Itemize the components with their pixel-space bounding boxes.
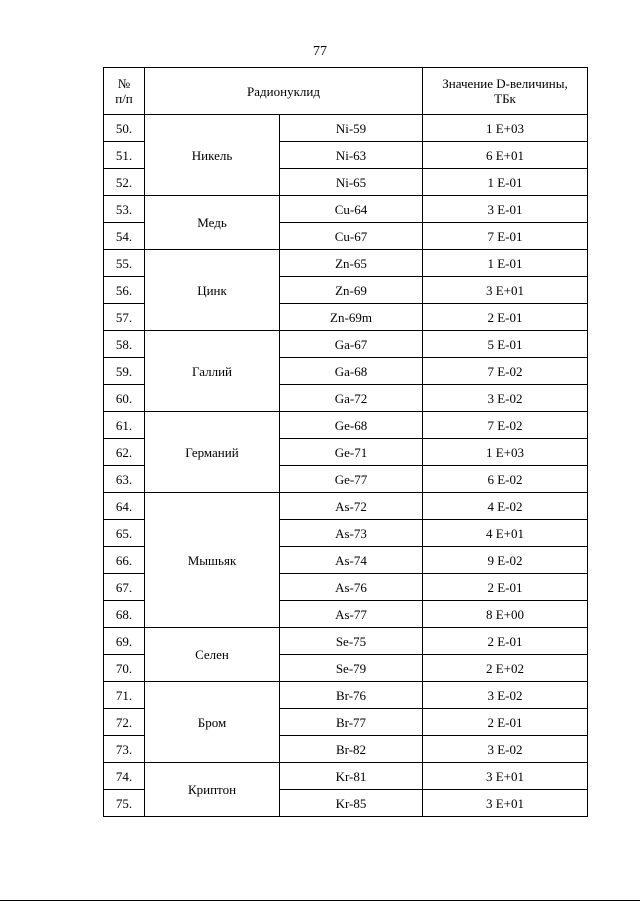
row-number: 57. — [104, 304, 145, 331]
bottom-rule — [0, 900, 640, 901]
header-num — [104, 68, 145, 115]
row-number: 50. — [104, 115, 145, 142]
element-name: Цинк — [145, 250, 280, 331]
table-row — [104, 763, 588, 790]
d-value: 4 E+01 — [423, 520, 588, 547]
d-value: 7 E-01 — [423, 223, 588, 250]
d-value: 3 E+01 — [423, 763, 588, 790]
header-radionuclide: Радионуклид — [145, 68, 423, 115]
table-row — [104, 115, 588, 142]
nuclide: As-76 — [280, 574, 423, 601]
nuclide: Ni-65 — [280, 169, 423, 196]
nuclide: Zn-69m — [280, 304, 423, 331]
row-number: 58. — [104, 331, 145, 358]
d-value: 2 E-01 — [423, 709, 588, 736]
nuclide: Br-77 — [280, 709, 423, 736]
d-value: 3 E-02 — [423, 736, 588, 763]
row-number: 61. — [104, 412, 145, 439]
table-row — [104, 250, 588, 277]
nuclide: Br-76 — [280, 682, 423, 709]
d-value: 8 E+00 — [423, 601, 588, 628]
nuclide: Ni-63 — [280, 142, 423, 169]
row-number: 74. — [104, 763, 145, 790]
table-row — [104, 331, 588, 358]
row-number: 68. — [104, 601, 145, 628]
row-number: 52. — [104, 169, 145, 196]
table-header-row — [104, 68, 588, 115]
nuclide: Zn-69 — [280, 277, 423, 304]
nuclide: Zn-65 — [280, 250, 423, 277]
nuclide: As-74 — [280, 547, 423, 574]
d-value: 3 E+01 — [423, 790, 588, 817]
row-number: 70. — [104, 655, 145, 682]
d-value: 2 E-01 — [423, 304, 588, 331]
d-value: 3 E+01 — [423, 277, 588, 304]
row-number: 62. — [104, 439, 145, 466]
element-name: Криптон — [145, 763, 280, 817]
nuclide: Se-79 — [280, 655, 423, 682]
row-number: 55. — [104, 250, 145, 277]
header-value-line2: ТБк — [494, 91, 516, 106]
nuclide: Ga-72 — [280, 385, 423, 412]
nuclide: Ga-67 — [280, 331, 423, 358]
row-number: 75. — [104, 790, 145, 817]
d-value: 3 E-02 — [423, 682, 588, 709]
row-number: 53. — [104, 196, 145, 223]
nuclide: Br-82 — [280, 736, 423, 763]
table-body — [104, 115, 588, 817]
nuclide: As-73 — [280, 520, 423, 547]
d-value: 6 E-02 — [423, 466, 588, 493]
d-value: 4 E-02 — [423, 493, 588, 520]
nuclide: Ge-77 — [280, 466, 423, 493]
d-value: 3 E-02 — [423, 385, 588, 412]
row-number: 56. — [104, 277, 145, 304]
row-number: 73. — [104, 736, 145, 763]
table-row — [104, 412, 588, 439]
d-value: 1 E-01 — [423, 169, 588, 196]
nuclide: As-72 — [280, 493, 423, 520]
d-value: 7 E-02 — [423, 412, 588, 439]
row-number: 65. — [104, 520, 145, 547]
row-number: 60. — [104, 385, 145, 412]
row-number: 72. — [104, 709, 145, 736]
nuclide: Cu-67 — [280, 223, 423, 250]
element-name: Никель — [145, 115, 280, 196]
page-number: 77 — [313, 44, 327, 59]
table-row — [104, 196, 588, 223]
row-number: 54. — [104, 223, 145, 250]
d-value: 2 E-01 — [423, 628, 588, 655]
header-value-line1: Значение D-величины, — [442, 76, 568, 91]
d-value: 1 E-01 — [423, 250, 588, 277]
nuclide: As-77 — [280, 601, 423, 628]
radionuclide-table — [103, 67, 588, 817]
row-number: 66. — [104, 547, 145, 574]
d-value: 7 E-02 — [423, 358, 588, 385]
element-name: Галлий — [145, 331, 280, 412]
nuclide: Ga-68 — [280, 358, 423, 385]
d-value: 3 E-01 — [423, 196, 588, 223]
nuclide: Kr-81 — [280, 763, 423, 790]
row-number: 63. — [104, 466, 145, 493]
table-row — [104, 682, 588, 709]
nuclide: Cu-64 — [280, 196, 423, 223]
row-number: 51. — [104, 142, 145, 169]
nuclide: Ni-59 — [280, 115, 423, 142]
element-name: Бром — [145, 682, 280, 763]
nuclide: Ge-68 — [280, 412, 423, 439]
header-num-line1: № — [117, 76, 131, 91]
d-value: 2 E-01 — [423, 574, 588, 601]
d-value: 9 E-02 — [423, 547, 588, 574]
nuclide: Kr-85 — [280, 790, 423, 817]
element-name: Германий — [145, 412, 280, 493]
row-number: 59. — [104, 358, 145, 385]
nuclide: Se-75 — [280, 628, 423, 655]
d-value: 2 E+02 — [423, 655, 588, 682]
row-number: 69. — [104, 628, 145, 655]
nuclide: Ge-71 — [280, 439, 423, 466]
d-value: 1 E+03 — [423, 115, 588, 142]
row-number: 71. — [104, 682, 145, 709]
element-name: Мышьяк — [145, 493, 280, 628]
header-num-line2: п/п — [115, 91, 133, 106]
element-name: Селен — [145, 628, 280, 682]
header-value — [423, 68, 588, 115]
element-name: Медь — [145, 196, 280, 250]
d-value: 6 E+01 — [423, 142, 588, 169]
table-row — [104, 628, 588, 655]
d-value: 1 E+03 — [423, 439, 588, 466]
table-row — [104, 493, 588, 520]
row-number: 67. — [104, 574, 145, 601]
d-value: 5 E-01 — [423, 331, 588, 358]
row-number: 64. — [104, 493, 145, 520]
